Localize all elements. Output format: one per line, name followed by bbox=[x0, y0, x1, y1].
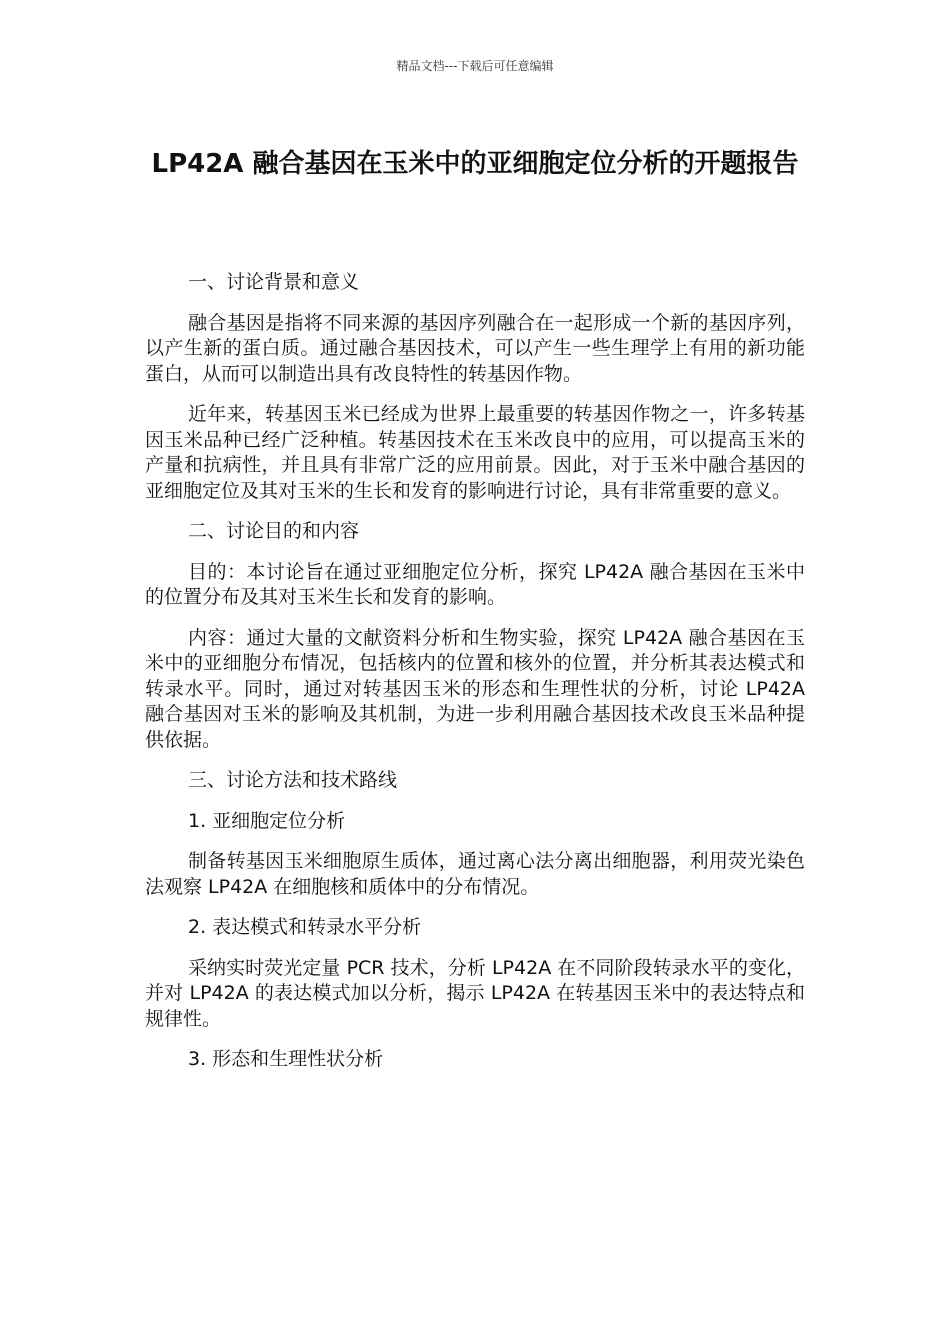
paragraph-fusion-gene-definition: 融合基因是指将不同来源的基因序列融合在一起形成一个新的基因序列，以产生新的蛋白质。通过融合基因技术，可以产生一些生理学上有用的新功能蛋白，从而可以制造出具有改良特性的转基因作物。 bbox=[145, 311, 805, 385]
header-note: 精品文档---下载后可任意编辑 bbox=[396, 59, 554, 73]
paragraph-localization-method: 制备转基因玉米细胞原生质体，通过离心法分离出细胞器，利用荧光染色法观察 LP42A 在细胞核和质体中的分布情况。 bbox=[145, 850, 805, 898]
subheading-morphology-analysis: 3. 形态和生理性状分析 bbox=[188, 1048, 384, 1070]
subheading-expression-analysis: 2. 表达模式和转录水平分析 bbox=[188, 916, 422, 938]
paragraph-transgenic-maize: 近年来，转基因玉米已经成为世界上最重要的转基因作物之一，许多转基因玉米品种已经广泛种植。转基因技术在玉米改良中的应用，可以提高玉米的产量和抗病性，并且具有非常广泛的应用前景。因此，对于玉米中融合基因的亚细胞定位及其对玉米的生长和发育的影响进行讨论，具有非常重要的意义。 bbox=[145, 403, 805, 502]
section-heading-purpose-content: 二、讨论目的和内容 bbox=[188, 520, 360, 542]
document-title: LP42A 融合基因在玉米中的亚细胞定位分析的开题报告 bbox=[151, 149, 799, 179]
paragraph-content: 内容：通过大量的文献资料分析和生物实验，探究 LP42A 融合基因在玉米中的亚细胞分布情况，包括核内的位置和核外的位置，并分析其表达模式和转录水平。同时，通过对转基因玉米的形态和生理性状的分析，讨论 LP42A 融合基因对玉米的影响及其机制，为进一步利用融合基因技术改良玉米品种提供依据。 bbox=[145, 626, 805, 751]
section-heading-methods: 三、讨论方法和技术路线 bbox=[188, 769, 398, 791]
subheading-subcellular-localization: 1. 亚细胞定位分析 bbox=[188, 809, 346, 832]
section-heading-background: 一、讨论背景和意义 bbox=[188, 271, 360, 293]
paragraph-purpose: 目的：本讨论旨在通过亚细胞定位分析，探究 LP42A 融合基因在玉米中的位置分布及其对玉米生长和发育的影响。 bbox=[145, 560, 805, 608]
document-body bbox=[145, 270, 805, 1088]
paragraph-expression-method: 采纳实时荧光定量 PCR 技术，分析 LP42A 在不同阶段转录水平的变化，并对 LP42A 的表达模式加以分析，揭示 LP42A 在转基因玉米中的表达特点和规律性。 bbox=[145, 956, 805, 1030]
